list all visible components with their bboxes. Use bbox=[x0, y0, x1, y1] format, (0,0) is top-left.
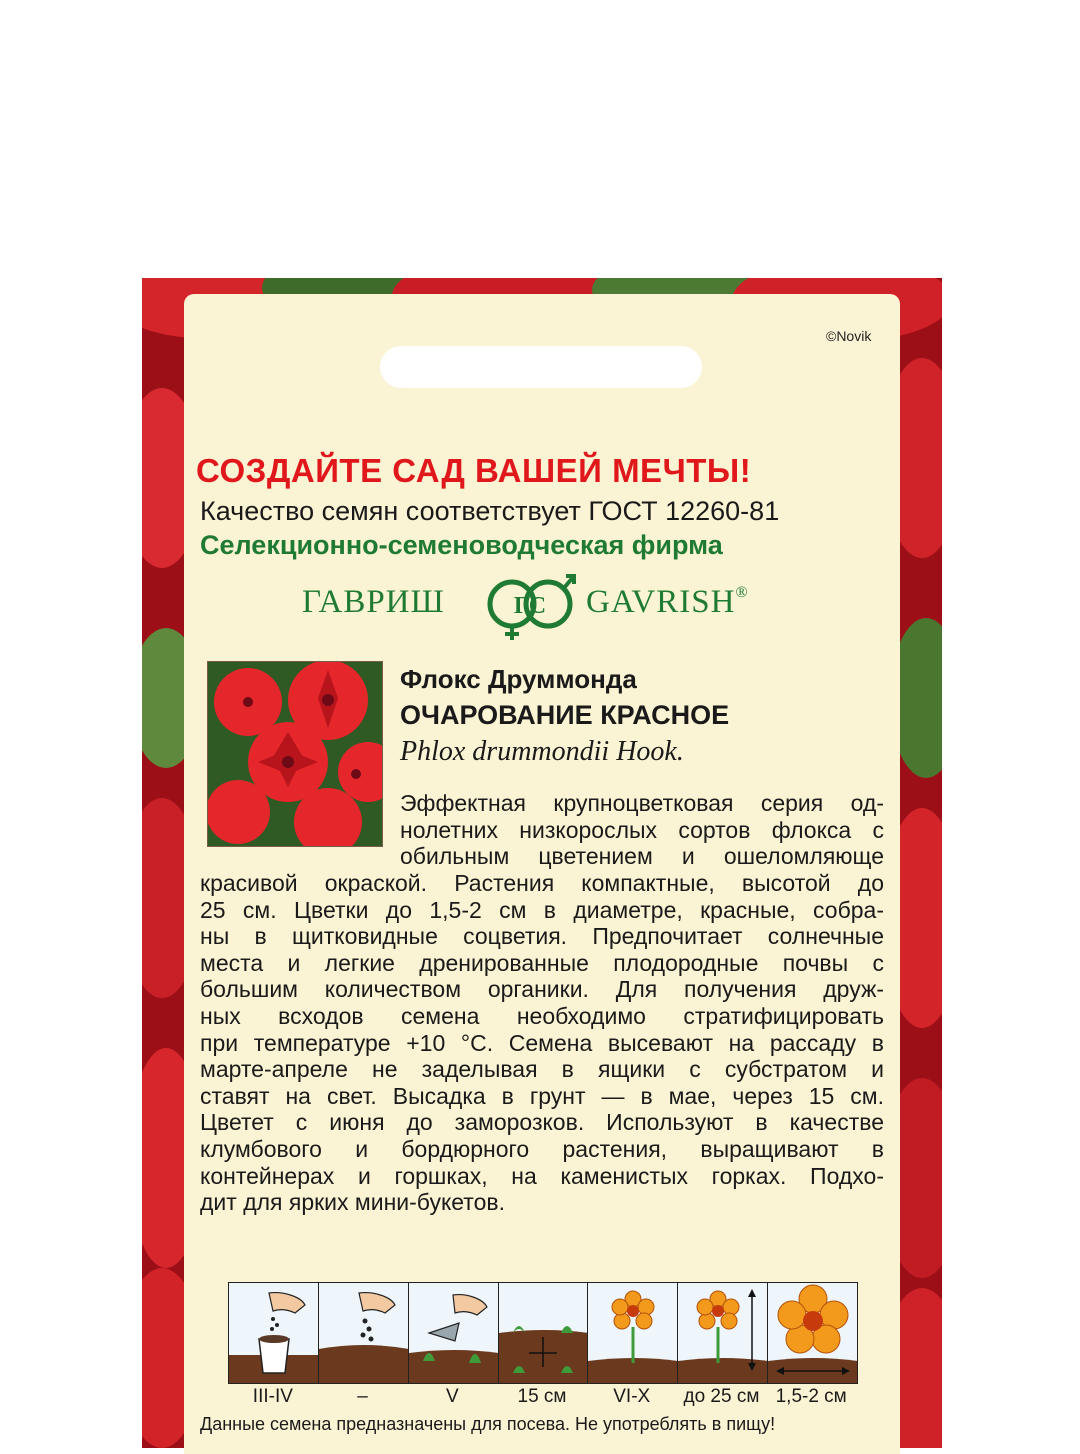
plant-height-icon bbox=[678, 1283, 768, 1383]
description-line: при температуре +10 °С. Семена высевают на рассаду в bbox=[200, 1029, 884, 1056]
firm-description: Селекционно-семеноводческая фирма bbox=[200, 530, 723, 560]
plant-latin-name: Phlox drummondii Hook. bbox=[400, 736, 684, 767]
photo-copyright: ©Novik bbox=[826, 328, 872, 344]
description-line: марте-апреле не заделывая в ящики с субстратом и bbox=[200, 1056, 884, 1083]
step-label: – bbox=[357, 1386, 368, 1407]
description-line: обильным цветением и ошеломляюще bbox=[400, 843, 884, 870]
plant-variety-name: ОЧАРОВАНИЕ КРАСНОЕ bbox=[400, 700, 730, 730]
growing-steps-labels bbox=[228, 1386, 856, 1408]
description-line: клумбового и бордюрного растения, выращивают в bbox=[200, 1135, 884, 1162]
transplant-trowel-icon bbox=[409, 1283, 499, 1383]
description-line: ных всходов семена необходимо стратифицировать bbox=[200, 1002, 884, 1029]
step-label: до 25 см bbox=[683, 1386, 760, 1407]
description-line: большим количеством органики. Для получения друж- bbox=[200, 976, 884, 1003]
step-label: 15 см bbox=[517, 1386, 567, 1407]
sowing-in-pot-icon bbox=[229, 1283, 319, 1383]
growing-steps-strip bbox=[228, 1282, 858, 1384]
description-line: контейнерах и горшках, на каменистых горках. Подхо- bbox=[200, 1162, 884, 1189]
plant-common-name: Флокс Друммонда bbox=[400, 664, 637, 694]
brand-name-en: GAVRISH® bbox=[586, 584, 749, 620]
description-narrow bbox=[400, 790, 884, 870]
flower-diameter-icon bbox=[768, 1283, 857, 1383]
hang-hole bbox=[380, 346, 702, 388]
gavrish-logo-icon bbox=[480, 566, 580, 646]
description-line: красивой окраской. Растения компактные, высотой до bbox=[200, 870, 884, 896]
red-phlox-flowers-image bbox=[208, 662, 382, 846]
description-line: Цветет с июня до заморозков. Используют в качестве bbox=[200, 1109, 884, 1136]
step-label: VI-X bbox=[613, 1386, 651, 1407]
step-label: 1,5-2 см bbox=[775, 1386, 847, 1407]
description-wide bbox=[200, 870, 884, 1216]
description-line: 25 см. Цветки до 1,5-2 см в диаметре, красные, собра- bbox=[200, 896, 884, 923]
sowing-in-ground-icon bbox=[319, 1283, 409, 1383]
brand-name-ru: ГАВРИШ bbox=[302, 584, 445, 620]
slogan: СОЗДАЙТЕ САД ВАШЕЙ МЕЧТЫ! bbox=[196, 452, 752, 489]
gost-quality-note: Качество семян соответствует ГОСТ 12260-81 bbox=[200, 496, 780, 526]
description-line: места и легкие дренированные плодородные почвы с bbox=[200, 949, 884, 976]
description-line: дит для ярких мини-букетов. bbox=[200, 1189, 505, 1216]
description-line: ны в щитковидные соцветия. Предпочитает солнечные bbox=[200, 923, 884, 950]
plant-photo bbox=[207, 661, 383, 847]
flowering-icon bbox=[588, 1283, 678, 1383]
brand-logo-row bbox=[300, 566, 780, 646]
step-label: III-IV bbox=[252, 1386, 293, 1407]
logo-letters: ГС bbox=[513, 593, 547, 619]
disclaimer: Данные семена предназначены для посева. Не употреблять в пищу! bbox=[200, 1414, 776, 1434]
description-line: Эффектная крупноцветковая серия од- bbox=[400, 790, 884, 816]
plant-spacing-icon bbox=[499, 1283, 589, 1383]
description-line: ставят на свет. Высадка в грунт — в мае, через 15 см. bbox=[200, 1082, 884, 1109]
step-label: V bbox=[445, 1386, 459, 1407]
description-line: нолетних низкорослых сортов флокса с bbox=[400, 816, 884, 843]
